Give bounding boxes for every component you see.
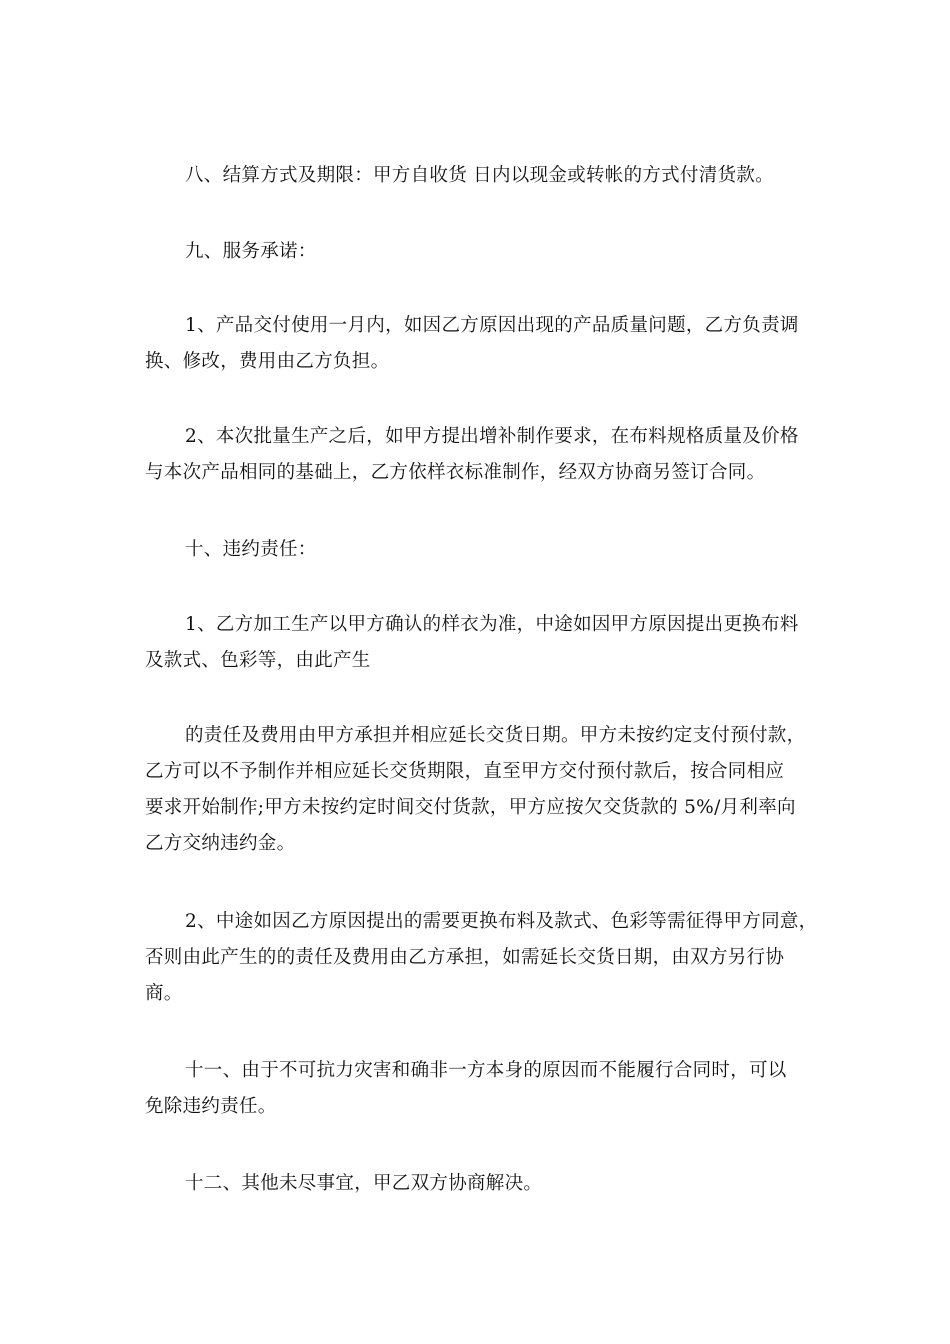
paragraph-other-matters [145,1166,805,1202]
text-line: 十二、其他未尽事宜，甲乙双方协商解决。 [185,1173,543,1194]
paragraph-breach-1 [145,607,805,679]
text-line: 要求开始制作;甲方未按约定时间交付货款，甲方应按欠交货款的 5%/月利率向 [145,797,796,818]
text-line: 与本次产品相同的基础上，乙方依样衣标准制作，经双方协商另签订合同。 [145,462,766,483]
paragraph-force-majeure [145,1053,805,1125]
text-line: 八、结算方式及期限：甲方自收货 日内以现金或转帐的方式付清货款。 [185,165,774,186]
paragraph-breach-heading [145,532,805,568]
text-line: 否则由此产生的的责任及费用由乙方承担，如需延长交货日期，由双方另行协 [145,947,785,968]
paragraph-service-1 [145,308,805,380]
text-line: 十、违约责任： [185,539,317,560]
paragraph-settlement [145,158,805,194]
text-line: 乙方交纳违约金。 [145,833,296,854]
paragraph-service-2 [145,419,805,491]
paragraph-service-heading [145,234,805,270]
text-line: 免除违约责任。 [145,1096,277,1117]
text-line: 的责任及费用由甲方承担并相应延长交货日期。甲方未按约定支付预付款， [185,725,806,746]
paragraph-breach-2 [145,904,818,1012]
text-line: 乙方可以不予制作并相应延长交货期限，直至甲方交付预付款后，按合同相应 [145,761,785,782]
text-line: 2、本次批量生产之后，如甲方提出增补制作要求，在布料规格质量及价格 [185,426,799,447]
text-line: 2、中途如因乙方原因提出的需要更换布料及款式、色彩等需征得甲方同意， [185,911,818,932]
text-line: 商。 [145,983,183,1004]
text-line: 1、产品交付使用一月内，如因乙方原因出现的产品质量问题，乙方负责调 [185,315,799,336]
text-line: 1、乙方加工生产以甲方确认的样衣为准，中途如因甲方原因提出更换布料 [185,614,799,635]
text-line: 十一、由于不可抗力灾害和确非一方本身的原因而不能履行合同时，可以 [185,1060,787,1081]
paragraph-breach-1-continued [145,718,805,862]
text-line: 及款式、色彩等，由此产生 [145,650,371,671]
text-line: 九、服务承诺： [185,241,317,262]
text-line: 换、修改，费用由乙方负担。 [145,351,390,372]
